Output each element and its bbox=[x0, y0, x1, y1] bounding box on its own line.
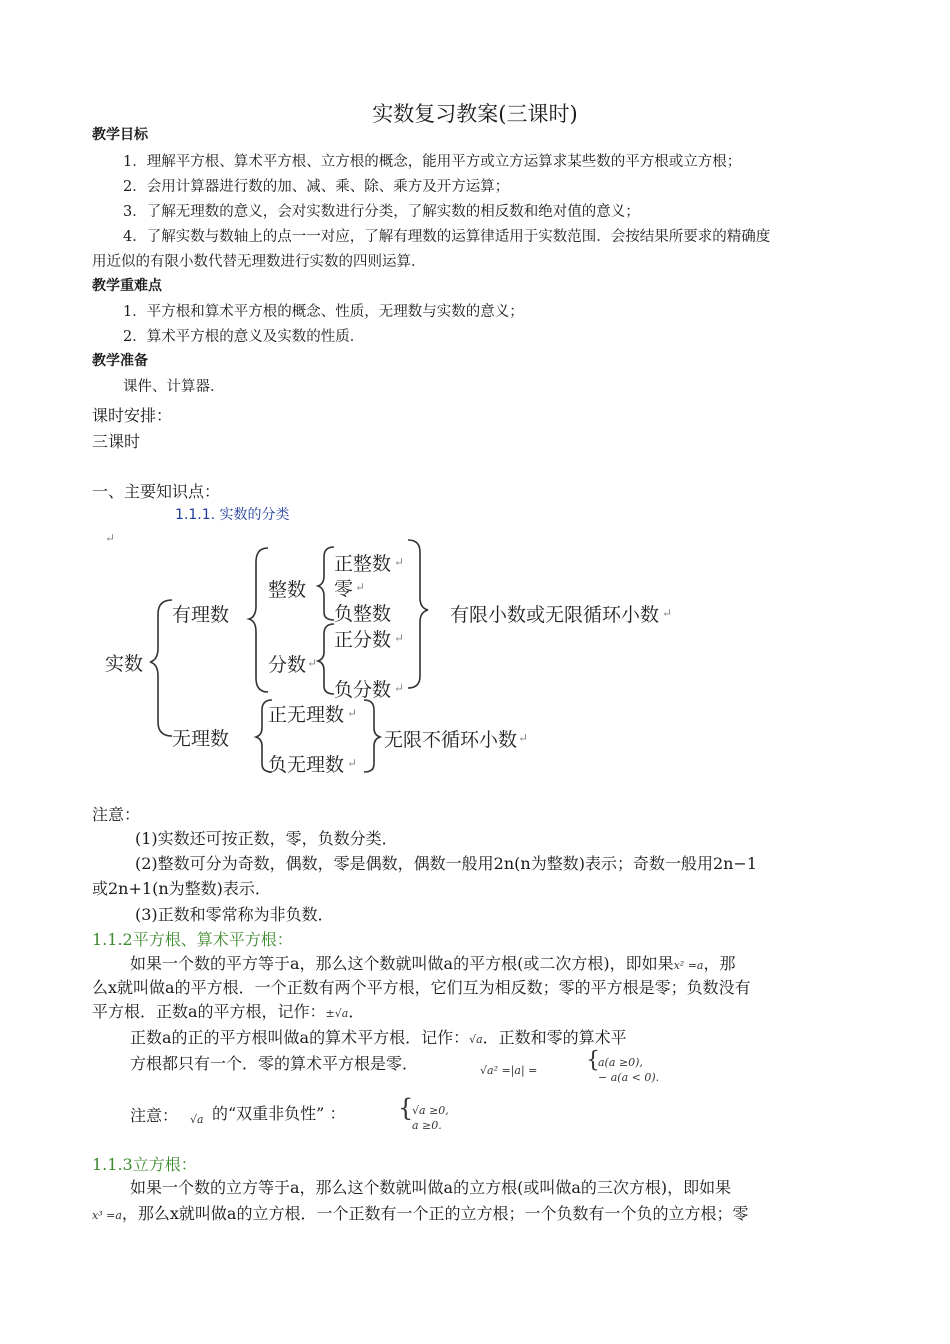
abs-formula-brace: { bbox=[586, 1048, 600, 1073]
sqrt-text: 平方根．正数a的平方根，记作： bbox=[92, 1002, 326, 1021]
diagram-node-negative-irrational: 负无理数 bbox=[268, 754, 345, 776]
diagram-note-irrational: 无限不循环小数 bbox=[384, 729, 518, 751]
brace-integer bbox=[318, 547, 334, 620]
key-point-item: 2．算术平方根的意义及实数的性质． bbox=[123, 329, 365, 345]
abs-formula-case: − a(a < 0). bbox=[598, 1071, 660, 1084]
schedule-value: 三课时 bbox=[92, 432, 141, 451]
page-title: 实数复习教案(三课时) bbox=[372, 102, 578, 126]
note-formula-case: √a ≥0, bbox=[412, 1104, 449, 1117]
diagram-node-positive-irrational: 正无理数 bbox=[268, 704, 345, 726]
key-points-heading: 教学重难点 bbox=[92, 278, 162, 294]
sqrt-text: ，那 bbox=[703, 954, 736, 973]
sqrt-text: ．正数和零的算术平 bbox=[482, 1028, 627, 1047]
cube-paragraph-line bbox=[92, 1201, 748, 1224]
diagram-node-zero: 零 bbox=[334, 578, 354, 600]
brace-rational bbox=[249, 548, 268, 692]
cube-text: ，那么x就叫做a的立方根．一个正数有一个正的立方根；一个负数有一个负的立方根；零 bbox=[121, 1204, 749, 1223]
abs-formula-left: √a² =|a| = bbox=[480, 1064, 538, 1077]
square-formula: x² =a bbox=[673, 959, 704, 972]
note-item: 或2n+1(n为整数)表示． bbox=[92, 879, 271, 898]
cube-formula: x³ =a bbox=[92, 1209, 122, 1222]
sqrt-paragraph-line: 方根都只有一个．零的算术平方根是零． bbox=[130, 1054, 419, 1073]
return-mark: ↵ bbox=[394, 681, 405, 695]
return-mark: ↵ bbox=[394, 631, 405, 645]
goal-item: 3．了解无理数的意义，会对实数进行分类，了解实数的相反数和绝对值的意义； bbox=[123, 204, 640, 220]
preparation-text: 课件、计算器． bbox=[123, 379, 225, 395]
preparation-heading: 教学准备 bbox=[92, 353, 148, 369]
goal-item: 4．了解实数与数轴上的点一一对应，了解有理数的运算律适用于实数范围．会按结果所要求的精确度 bbox=[123, 229, 771, 245]
note-item: (1)实数还可按正数，零，负数分类． bbox=[135, 829, 398, 848]
sqrt-text: 如果一个数的平方等于a，那么这个数就叫做a的平方根(或二次方根)，即如果 bbox=[130, 954, 674, 973]
cube-paragraph-line: 如果一个数的立方等于a，那么这个数就叫做a的立方根(或叫做a的三次方根)，即如果 bbox=[130, 1178, 732, 1197]
note-sqrt-formula: √a bbox=[190, 1113, 204, 1126]
return-mark: ↵ bbox=[105, 531, 116, 545]
sqrt-paragraph-line bbox=[130, 951, 735, 974]
key-point-item: 1．平方根和算术平方根的概念、性质，无理数与实数的意义； bbox=[123, 304, 524, 320]
return-mark: ↵ bbox=[662, 606, 673, 620]
return-mark: ↵ bbox=[394, 555, 405, 569]
note-formula-brace: { bbox=[398, 1094, 414, 1122]
diagram-node-negative-integer: 负整数 bbox=[334, 603, 392, 625]
sqrt-note-line bbox=[130, 1103, 178, 1126]
diagram-node-irrational: 无理数 bbox=[172, 728, 230, 750]
diagram-note-rational: 有限小数或无限循环小数 bbox=[450, 604, 660, 626]
note-item: (2)整数可分为奇数，偶数，零是偶数，偶数一般用2n(n为整数)表示；奇数一般用2n−1 bbox=[135, 854, 758, 873]
goal-item: 用近似的有限小数代替无理数进行实数的四则运算． bbox=[92, 254, 426, 270]
diagram-node-real: 实数 bbox=[105, 653, 144, 675]
return-mark: ↵ bbox=[347, 706, 358, 720]
cube-heading: 1.1.3立方根： bbox=[92, 1155, 197, 1174]
goals-heading: 教学目标 bbox=[92, 127, 148, 143]
brace-irrational-right bbox=[364, 700, 380, 772]
sqrt-note-text: 的“双重非负性” ： bbox=[212, 1104, 346, 1123]
section-heading: 一、主要知识点： bbox=[92, 482, 221, 501]
note-item: (3)正数和零常称为非负数． bbox=[135, 905, 334, 924]
diagram-node-positive-integer: 正整数 bbox=[334, 553, 392, 575]
abs-formula-case: a(a ≥0), bbox=[598, 1056, 643, 1069]
return-mark: ↵ bbox=[518, 731, 529, 745]
return-mark: ↵ bbox=[347, 756, 358, 770]
sqrt-text: 正数a的正的平方根叫做a的算术平方根．记作： bbox=[130, 1028, 470, 1047]
sqrt-paragraph-line: 么x就叫做a的平方根．一个正数有两个平方根，它们互为相反数；零的平方根是零；负数没有 bbox=[92, 978, 751, 997]
schedule-label: 课时安排： bbox=[92, 406, 173, 425]
plus-minus-sqrt-formula: ±√a bbox=[325, 1007, 349, 1020]
notes-heading: 注意： bbox=[92, 805, 141, 824]
diagram-node-fraction: 分数 bbox=[268, 654, 307, 676]
diagram-node-rational: 有理数 bbox=[172, 604, 230, 626]
subsection-heading: 1.1.1. 实数的分类 bbox=[175, 507, 290, 523]
sqrt-paragraph-line bbox=[130, 1025, 627, 1048]
diagram-node-integer: 整数 bbox=[268, 579, 307, 601]
goal-item: 2．会用计算器进行数的加、减、乘、除、乘方及开方运算； bbox=[123, 179, 510, 195]
return-mark: ↵ bbox=[355, 580, 366, 594]
sqrt-heading: 1.1.2平方根、算术平方根： bbox=[92, 930, 293, 949]
note-formula-case: a ≥0. bbox=[412, 1119, 442, 1132]
diagram-node-negative-fraction: 负分数 bbox=[334, 679, 392, 701]
brace-root bbox=[150, 600, 172, 736]
return-mark: ↵ bbox=[307, 656, 318, 670]
brace-rational-right bbox=[408, 540, 428, 688]
goal-item: 1．理解平方根、算术平方根、立方根的概念，能用平方或立方运算求某些数的平方根或立方根； bbox=[123, 154, 742, 170]
sqrt-note-label: 注意： bbox=[130, 1106, 179, 1125]
brace-fraction bbox=[318, 624, 334, 694]
sqrt-text: ． bbox=[348, 1002, 365, 1021]
sqrt-formula: √a bbox=[469, 1033, 483, 1046]
diagram-node-positive-fraction: 正分数 bbox=[334, 629, 392, 651]
sqrt-paragraph-line bbox=[92, 999, 364, 1022]
